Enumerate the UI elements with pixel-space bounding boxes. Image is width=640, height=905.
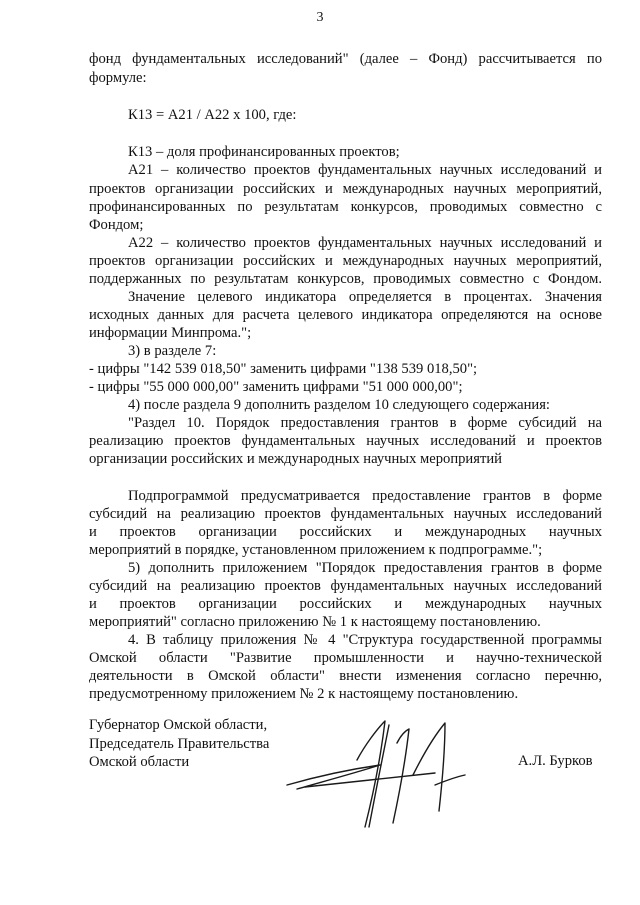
- text-line: исходных данных для расчета целевого индикатора определяются на основе: [89, 307, 602, 323]
- page-number: 3: [316, 10, 324, 25]
- signatory-line: Губернатор Омской области,: [89, 717, 268, 733]
- text-line: мероприятий" согласно приложению № 1 к настоящему постановлению.: [89, 614, 541, 630]
- text-line: предусмотренному приложением № 2 к настоящему постановлению.: [89, 686, 519, 702]
- text-line: Омской области "Развитие промышленности и научно-технической: [89, 650, 602, 666]
- text-line: и проектов организации российских и международных научных: [89, 524, 602, 540]
- signatory-line: Омской области: [89, 754, 190, 770]
- text-line: поддержанных по результатам конкурсов, проводимых совместно с Фондом.: [89, 271, 602, 287]
- text-line: 5) дополнить приложением "Порядок предоставления грантов в форме: [128, 560, 602, 576]
- text-line: Фондом;: [89, 217, 144, 233]
- text-line: субсидий на реализацию проектов фундаментальных научных исследований: [89, 506, 602, 522]
- text-line: деятельности в Омской области" внести изменения согласно перечню,: [89, 668, 602, 684]
- text-line: Значение целевого индикатора определяется в процентах. Значения: [128, 289, 602, 305]
- text-line: мероприятий в порядке, установленном приложением к подпрограмме.";: [89, 542, 543, 558]
- text-line: К13 – доля профинансированных проектов;: [128, 144, 400, 160]
- signatory-title: [89, 716, 269, 772]
- text-line: "Раздел 10. Порядок предоставления грантов в форме субсидий на: [128, 415, 602, 431]
- text-line: субсидий на реализацию проектов фундаментальных научных исследований: [89, 578, 602, 594]
- text-line: фонд фундаментальных исследований" (далее – Фонд) рассчитывается по: [89, 51, 602, 67]
- text-line: А21 – количество проектов фундаментальных научных исследований и: [128, 162, 602, 178]
- text-line: Подпрограммой предусматривается предоставление грантов в форме: [128, 488, 602, 504]
- text-line: 4) после раздела 9 дополнить разделом 10 следующего содержания:: [128, 397, 550, 413]
- signatory-name: А.Л. Бурков: [518, 753, 593, 769]
- text-line: информации Минпрома.";: [89, 325, 252, 341]
- text-line: проектов организации российских и международных научных мероприятий,: [89, 253, 602, 269]
- handwritten-signature-icon: [285, 715, 485, 840]
- text-line: формуле:: [89, 70, 147, 86]
- text-line: и проектов организации российских и международных научных: [89, 596, 602, 612]
- signatory-line: Председатель Правительства: [89, 735, 270, 752]
- formula: К13 = А21 / А22 x 100, где:: [128, 107, 297, 123]
- text-line: - цифры "142 539 018,50" заменить цифрами "138 539 018,50";: [89, 361, 478, 377]
- text-line: реализацию проектов фундаментальных научных исследований и проектов: [89, 433, 602, 449]
- text-line: проектов организации российских и международных научных мероприятий,: [89, 181, 602, 197]
- text-line: организации российских и международных научных мероприятий: [89, 451, 502, 467]
- text-line: профинансированных по результатам конкурсов, проводимых совместно с: [89, 199, 602, 215]
- text-line: - цифры "55 000 000,00" заменить цифрами "51 000 000,00";: [89, 379, 463, 395]
- text-line: 3) в разделе 7:: [128, 343, 217, 359]
- text-line: 4. В таблицу приложения № 4 "Структура государственной программы: [128, 632, 602, 648]
- text-line: А22 – количество проектов фундаментальных научных исследований и: [128, 235, 602, 251]
